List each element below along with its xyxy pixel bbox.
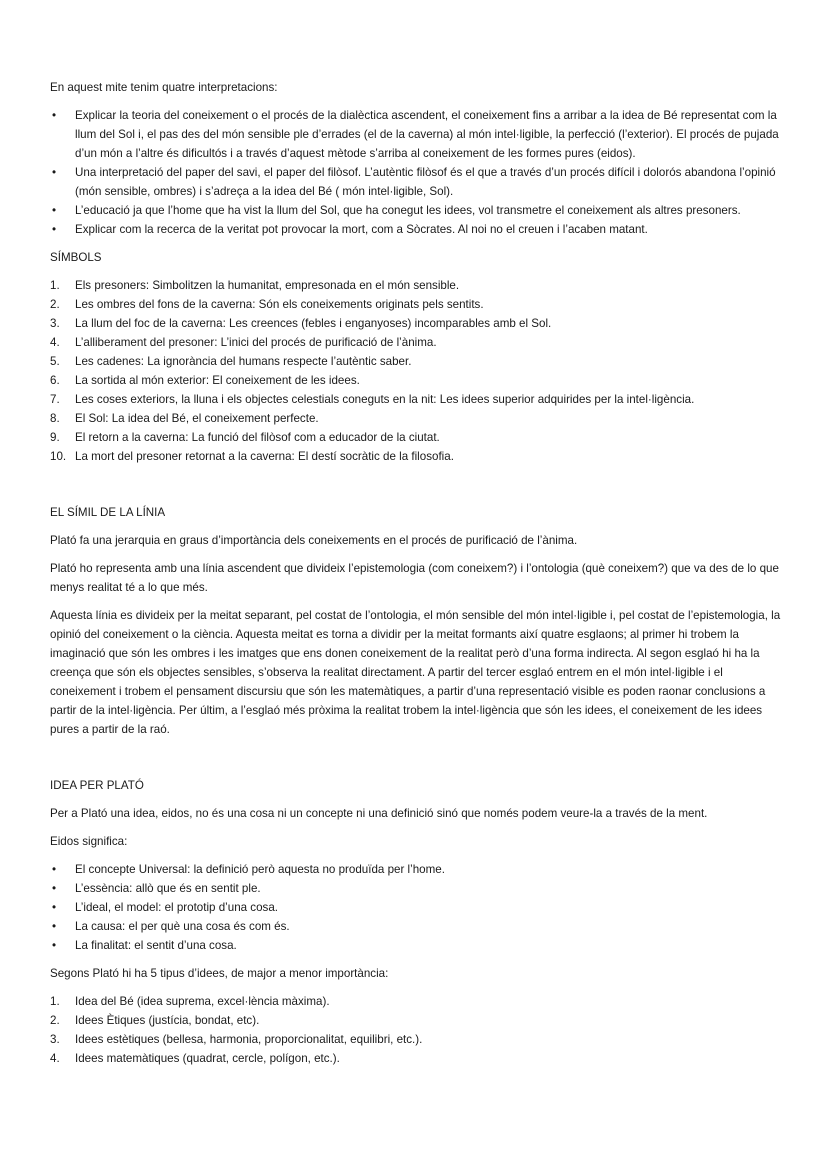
linia-paragraph: Aquesta línia es divideix per la meitat separant, pel costat de l’ontologia, el món sensible del món intel·ligible i, pel costat de l’epistemologia, la opinió del coneixement o la ciència. Aquesta meitat es torna a dividir per la meitat formants així quatre esglaons; al primer hi trobem la imaginació que són les ombres i les imatges que ens donen coneixement de la realitat però d’una forma indirecta. Al segon esglaó hi ha la creença que són els objectes sensibles, s’observa la realitat directament. A partir del tercer esglaó entrem en el món intel·ligible i el coneixement i trobem el pensament discursiu que són les matemàtiques, a partir d’una representació visible es poden raonar conclusions a partir de la intel·ligència. Per últim, a l’esglaó més pròxima la realitat trobem la intel·ligència que són les idees, el coneixement de les idees pures a partir de la raó.	[50, 609, 781, 736]
list-item: 3. Idees estètiques (bellesa, harmonia, proporcionalitat, equilibri, etc.).	[50, 1033, 423, 1046]
list-item: 6. La sortida al món exterior: El coneixement de les idees.	[50, 374, 360, 387]
symbols-heading: SÍMBOLS	[50, 251, 102, 264]
list-item: • L’ideal, el model: el prototip d’una cosa.	[50, 898, 785, 917]
list-item: 7. Les coses exteriors, la lluna i els objectes celestials coneguts en la nit: Les idees superior adquirides per la intel·ligència.	[50, 393, 695, 406]
bullet-marker: •	[52, 204, 57, 217]
bullet-marker: •	[52, 901, 57, 914]
list-item: • L’essència: allò que és en sentit ple.	[50, 879, 785, 898]
bullet-marker: •	[52, 882, 57, 895]
list-item: 1. Els presoners: Simbolitzen la humanitat, empresonada en el món sensible.	[50, 279, 460, 292]
document-page	[50, 78, 785, 1077]
list-item: 3. La llum del foc de la caverna: Les creences (febles i enganyoses) incomparables amb el Sol.	[50, 317, 552, 330]
symbols-list	[50, 276, 785, 466]
section-spacer	[50, 475, 785, 503]
list-item: 9. El retorn a la caverna: La funció del filòsof com a educador de la ciutat.	[50, 431, 440, 444]
list-item: 2. Les ombres del fons de la caverna: Són els coneixements originats pels sentits.	[50, 298, 484, 311]
linia-paragraph: Plató fa una jerarquia en graus d’importància dels coneixements en el procés de purificació de l’ànima.	[50, 534, 578, 547]
interpretations-list	[50, 106, 785, 239]
linia-paragraph: Plató ho representa amb una línia ascendent que divideix l’epistemologia (com coneixem?) i l’ontologia (què coneixem?) que va des de lo que menys realitat té a lo que més.	[50, 562, 779, 594]
list-item: • Explicar la teoria del coneixement o el procés de la dialèctica ascendent, el coneixement fins a arribar a la idea de Bé representat com la llum del Sol i, el pas des del món sensible ple d’errades (el de la caverna) al món intel·ligible, la perfecció (l’exterior). El procés de pujada d’un món a l’altre és dificultós i a través d’aquest mètode s’arriba al coneixement de les formes pures (eidos).	[50, 106, 785, 163]
eidos-intro: Eidos significa:	[50, 835, 128, 848]
list-item: • La finalitat: el sentit d’una cosa.	[50, 936, 785, 955]
bullet-marker: •	[52, 166, 57, 179]
list-item: • La causa: el per què una cosa és com és.	[50, 917, 785, 936]
list-item: • Una interpretació del paper del savi, el paper del filòsof. L’autèntic filòsof és el que a través d’un procés difícil i dolorós abandona l’opinió (món sensible, ombres) i s’adreça a la idea del Bé ( món intel·ligible, Sol).	[50, 163, 785, 201]
list-item: • El concepte Universal: la definició però aquesta no produïda per l’home.	[50, 860, 785, 879]
idea-paragraph: Per a Plató una idea, eidos, no és una cosa ni un concepte ni una definició sinó que només podem veure-la a través de la ment.	[50, 807, 708, 820]
linia-heading: EL SÍMIL DE LA LÍNIA	[50, 506, 166, 519]
list-item: 4. Idees matemàtiques (quadrat, cercle, polígon, etc.).	[50, 1052, 340, 1065]
bullet-marker: •	[52, 920, 57, 933]
interpretations-intro: En aquest mite tenim quatre interpretacions:	[50, 81, 278, 94]
bullet-marker: •	[52, 863, 57, 876]
list-item: 10. La mort del presoner retornat a la caverna: El destí socràtic de la filosofia.	[50, 450, 454, 463]
section-spacer	[50, 748, 785, 776]
eidos-list	[50, 860, 785, 955]
list-item: 2. Idees Ètiques (justícia, bondat, etc).	[50, 1014, 260, 1027]
idea-heading: IDEA PER PLATÓ	[50, 779, 144, 792]
list-item: • Explicar com la recerca de la veritat pot provocar la mort, com a Sòcrates. Al noi no el creuen i l’acaben matant.	[50, 220, 785, 239]
list-item: 8. El Sol: La idea del Bé, el coneixement perfecte.	[50, 412, 319, 425]
idea-types-intro: Segons Plató hi ha 5 tipus d’idees, de major a menor importància:	[50, 967, 389, 980]
list-item: • L’educació ja que l’home que ha vist la llum del Sol, que ha conegut les idees, vol transmetre el coneixement als altres presoners.	[50, 201, 785, 220]
list-item: 4. L’alliberament del presoner: L’inici del procés de purificació de l’ànima.	[50, 336, 437, 349]
bullet-marker: •	[52, 939, 57, 952]
list-item: 1. Idea del Bé (idea suprema, excel·lència màxima).	[50, 995, 330, 1008]
idea-types-list	[50, 992, 785, 1068]
bullet-marker: •	[52, 223, 57, 236]
bullet-marker: •	[52, 109, 57, 122]
list-item: 5. Les cadenes: La ignorància del humans respecte l’autèntic saber.	[50, 355, 412, 368]
